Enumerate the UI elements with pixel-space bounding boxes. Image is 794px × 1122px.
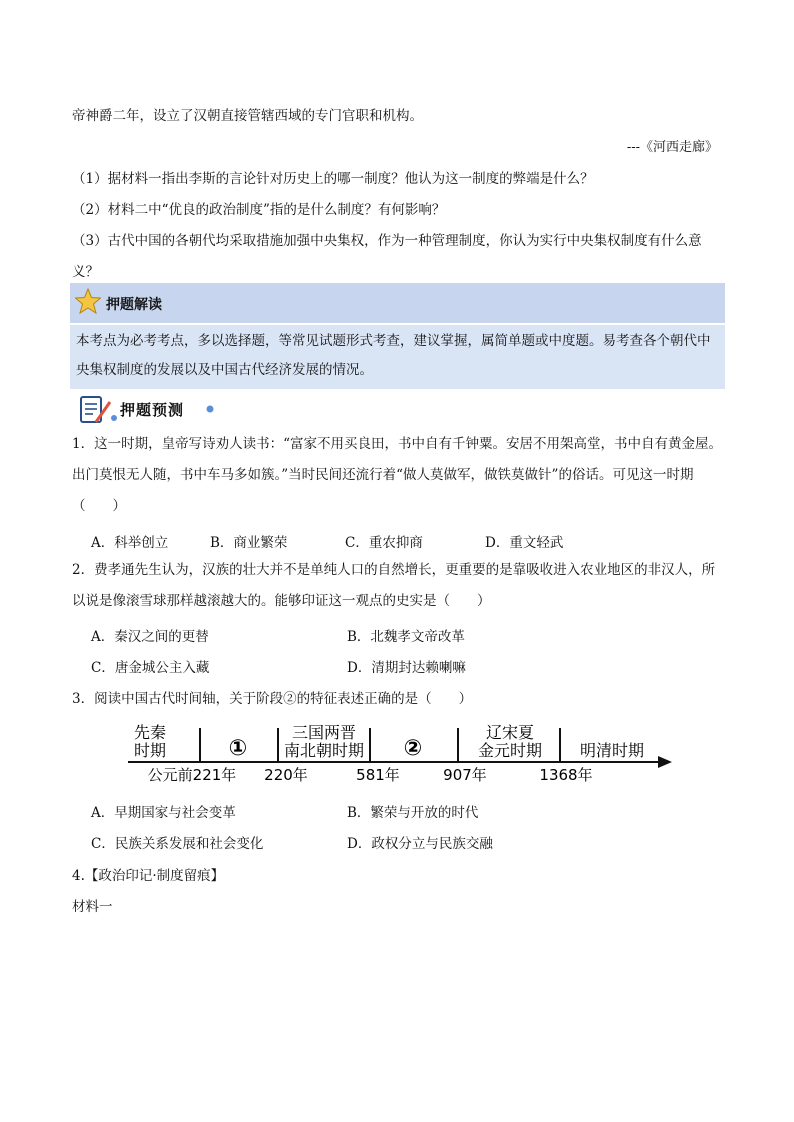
period-label: 辽宋夏 [485, 723, 535, 742]
q1-option-c[interactable]: C．重农抑商 [345, 535, 423, 551]
question-3-options-row2 [91, 832, 493, 852]
year-label: 1368年 [539, 766, 593, 784]
q3-option-b[interactable]: B．繁荣与开放的时代 [347, 805, 479, 821]
question-2-options-row1 [91, 625, 465, 645]
year-label: 907年 [443, 766, 487, 784]
question-2-text: 2．费孝通先生认为，汉族的壮大并不是单纯人口的自然增长，更重要的是靠吸收进入农业地区的非汉人，所以说是像滚雪球那样越滚越大的。能够印证这一观点的史实是（ ） [72, 562, 716, 609]
q1-option-d[interactable]: D．重文轻武 [485, 535, 564, 551]
analysis-title: 押题解读 [106, 297, 162, 313]
year-label: 581年 [356, 766, 400, 784]
prediction-title: 押题预测 [120, 401, 185, 419]
question-4-material-label: 材料一 [72, 899, 113, 915]
period-label: 金元时期 [477, 741, 543, 760]
question-4-title: 4.【政治印记·制度留痕】 [72, 868, 225, 884]
q3-option-c[interactable]: C．民族关系发展和社会变化 [91, 836, 264, 852]
period-label: 先秦 [134, 723, 167, 742]
star-icon [75, 288, 101, 316]
dot-icon [206, 405, 214, 413]
period-label: ② [403, 736, 423, 761]
notebook-pen-icon [78, 394, 118, 426]
intro-line: 帝神爵二年，设立了汉朝直接管辖西域的专门官职和机构。 [72, 108, 423, 124]
q2-option-a[interactable]: A．秦汉之间的更替 [91, 629, 209, 645]
year-label: 220年 [264, 766, 308, 784]
sub-question-3-cont: 义？ [72, 264, 99, 280]
analysis-body: 本考点为必考考点，多以选择题，等常见试题形式考查，建议掌握，属简单题或中度题。易考查各个朝代中央集权制度的发展以及中国古代经济发展的情况。 [70, 325, 725, 389]
source-citation: ---《河西走廊》 [626, 140, 718, 155]
question-1-text: 1．这一时期，皇帝写诗劝人读书：“富家不用买良田，书中自有千钟粟。安居不用架高堂，书中自有黄金屋。出门莫恨无人随，书中车马多如簇。”当时民间还流行着“做人莫做军，做铁莫做针”的俗话。可见这一时期（ ） [72, 436, 722, 514]
q3-option-d[interactable]: D．政权分立与民族交融 [347, 836, 493, 852]
q3-option-a[interactable]: A．早期国家与社会变革 [91, 805, 236, 821]
analysis-banner [70, 283, 725, 323]
question-3-text: 3．阅读中国古代时间轴，关于阶段②的特征表述正确的是（ ） [72, 691, 473, 707]
period-label: 南北朝时期 [283, 741, 365, 760]
sub-question-1: （1）据材料一指出李斯的言论针对历史上的哪一制度？他认为这一制度的弊端是什么？ [72, 171, 594, 187]
q2-option-d[interactable]: D．清期封达赖喇嘛 [347, 660, 466, 676]
timeline-arrow-icon [658, 756, 672, 768]
q2-option-c[interactable]: C．唐金城公主入藏 [91, 660, 210, 676]
period-label: 时期 [134, 741, 167, 760]
q1-option-a[interactable]: A．科举创立 [91, 535, 169, 551]
question-2-options-row2 [91, 656, 466, 676]
question-1-options [91, 531, 563, 551]
q2-option-b[interactable]: B．北魏孝文帝改革 [347, 629, 465, 645]
year-label: 公元前221年 [147, 766, 237, 784]
question-3-options-row1 [91, 801, 478, 821]
period-label: 明清时期 [579, 741, 645, 760]
timeline-figure [120, 716, 680, 788]
period-label: 三国两晋 [291, 723, 357, 742]
q1-option-b[interactable]: B．商业繁荣 [210, 535, 288, 551]
sub-question-2: （2）材料二中“优良的政治制度”指的是什么制度？有何影响？ [72, 202, 446, 218]
period-label: ① [228, 736, 248, 761]
sub-question-3: （3）古代中国的各朝代均采取措施加强中央集权，作为一种管理制度，你认为实行中央集权制度有什么意 [72, 233, 702, 249]
